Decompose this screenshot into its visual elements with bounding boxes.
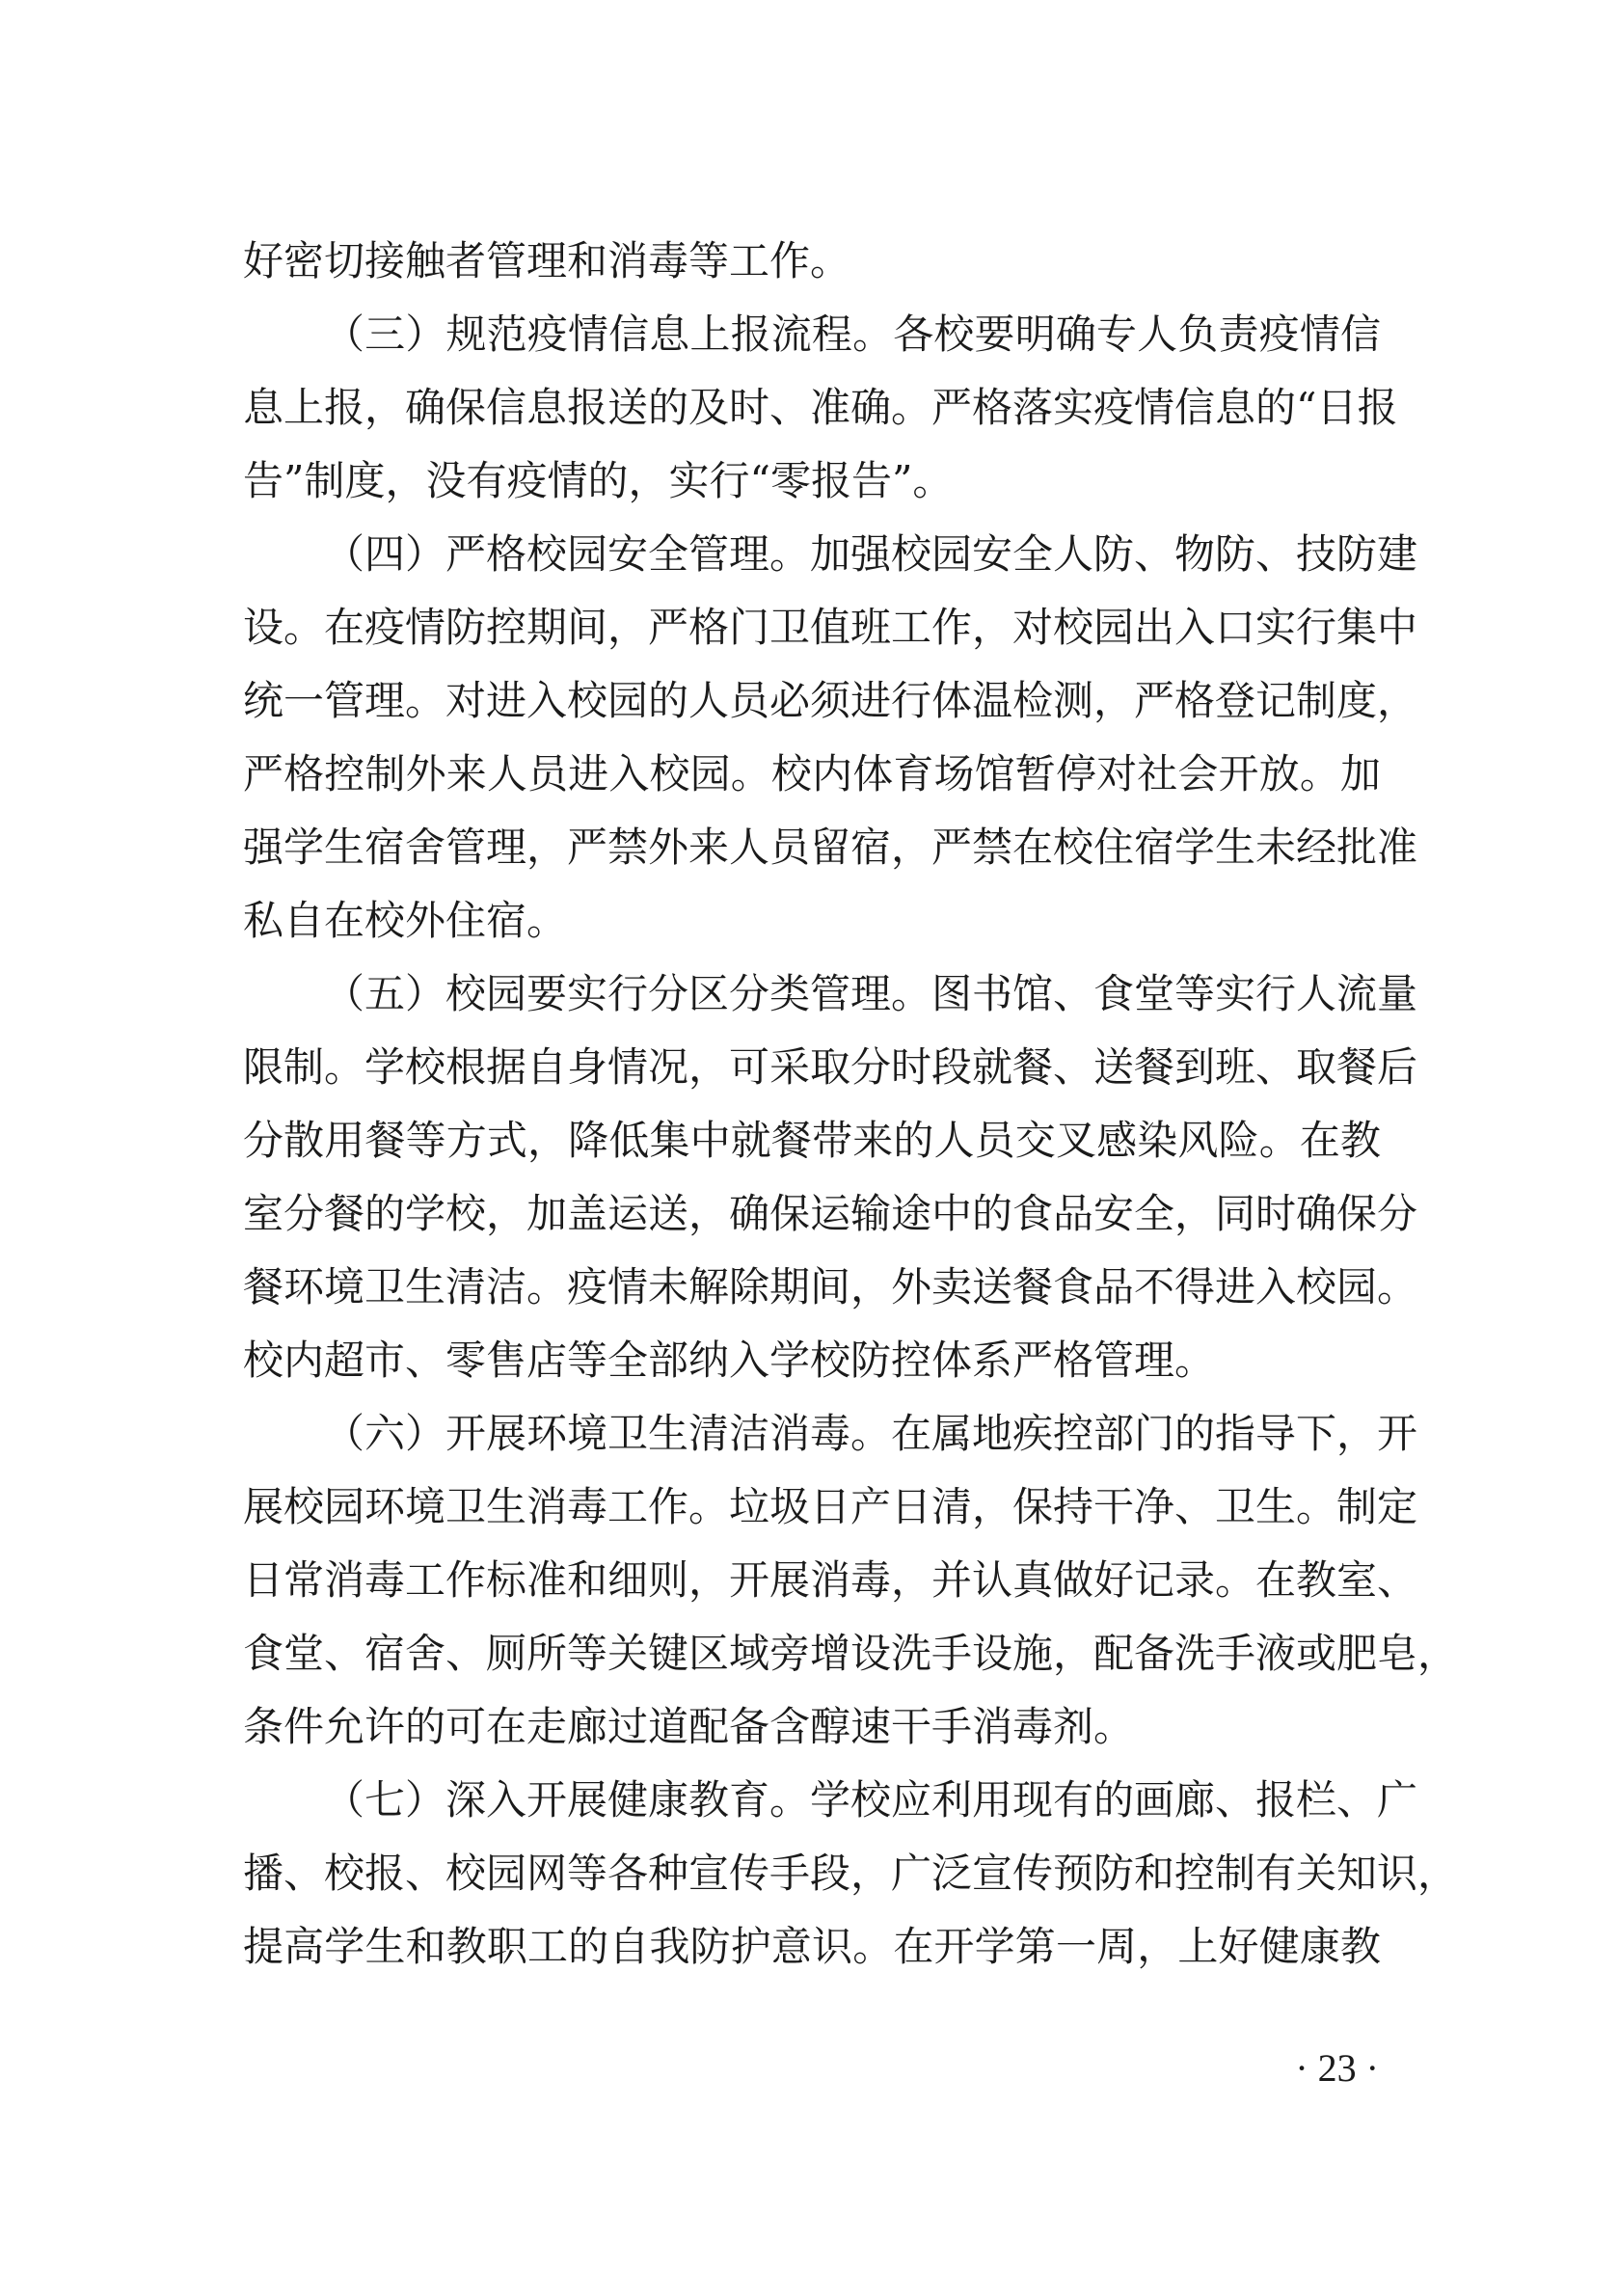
section-heading-number: （五） xyxy=(324,970,446,1017)
section-three-line xyxy=(243,298,1381,371)
section-six-line xyxy=(243,1397,1418,1471)
text-line: 校内超市、零售店等全部纳入学校防控体系严格管理。 xyxy=(243,1337,1216,1384)
section-heading-number: （六） xyxy=(324,1410,446,1457)
text-line: 限制。学校根据自身情况，可采取分时段就餐、送餐到班、取餐后 xyxy=(243,1043,1418,1091)
text-line: 好密切接触者管理和消毒等工作。 xyxy=(243,237,851,284)
text-line: 展校园环境卫生消毒工作。垃圾日产日清，保持干净、卫生。制定 xyxy=(243,1483,1418,1530)
text-line: 分散用餐等方式，降低集中就餐带来的人员交叉感染风险。在教 xyxy=(243,1117,1381,1164)
body-text xyxy=(243,225,1459,1984)
text-line: 室分餐的学校，加盖运送，确保运输途中的食品安全，同时确保分 xyxy=(243,1190,1418,1237)
text-line: 条件允许的可在走廊过道配备含醇速干手消毒剂。 xyxy=(243,1703,1135,1750)
section-heading-number: （七） xyxy=(324,1776,446,1823)
text-line: 告”制度，没有疫情的，实行“零报告”。 xyxy=(243,457,954,504)
section-heading-number: （四） xyxy=(324,530,446,578)
text-line: 设。在疫情防控期间，严格门卫值班工作，对校园出入口实行集中 xyxy=(243,604,1418,651)
text-line: 强学生宿舍管理，严禁外来人员留宿，严禁在校住宿学生未经批准 xyxy=(243,824,1418,871)
text-line: 播、校报、校园网等各种宣传手段，广泛宣传预防和控制有关知识， xyxy=(243,1850,1459,1897)
text-line: 私自在校外住宿。 xyxy=(243,897,568,944)
text-line: 食堂、宿舍、厕所等关键区域旁增设洗手设施，配备洗手液或肥皂， xyxy=(243,1630,1459,1677)
section-five-line xyxy=(243,958,1418,1031)
section-seven-line xyxy=(243,1764,1418,1837)
text-line: 餐环境卫生清洁。疫情未解除期间，外卖送餐食品不得进入校园。 xyxy=(243,1263,1418,1310)
text-line: 提高学生和教职工的自我防护意识。在开学第一周，上好健康教 xyxy=(243,1923,1381,1970)
text-line: 校园要实行分区分类管理。图书馆、食堂等实行人流量 xyxy=(445,970,1418,1017)
section-heading-number: （三） xyxy=(324,311,446,358)
text-line: 日常消毒工作标准和细则，开展消毒，并认真做好记录。在教室、 xyxy=(243,1556,1418,1604)
text-line: 统一管理。对进入校园的人员必须进行体温检测，严格登记制度， xyxy=(243,677,1418,724)
text-line: 严格校园安全管理。加强校园安全人防、物防、技防建 xyxy=(445,530,1418,578)
text-line: 严格控制外来人员进入校园。校内体育场馆暂停对社会开放。加 xyxy=(243,750,1381,797)
text-line: 规范疫情信息上报流程。各校要明确专人负责疫情信 xyxy=(445,311,1381,358)
text-line: 开展环境卫生清洁消毒。在属地疾控部门的指导下，开 xyxy=(445,1410,1418,1457)
text-line: 深入开展健康教育。学校应利用现有的画廊、报栏、广 xyxy=(445,1776,1418,1823)
page-number: · 23 · xyxy=(1295,2046,1379,2090)
section-four-line xyxy=(243,518,1418,591)
text-line: 息上报，确保信息报送的及时、准确。严格落实疫情信息的“日报 xyxy=(243,384,1398,431)
